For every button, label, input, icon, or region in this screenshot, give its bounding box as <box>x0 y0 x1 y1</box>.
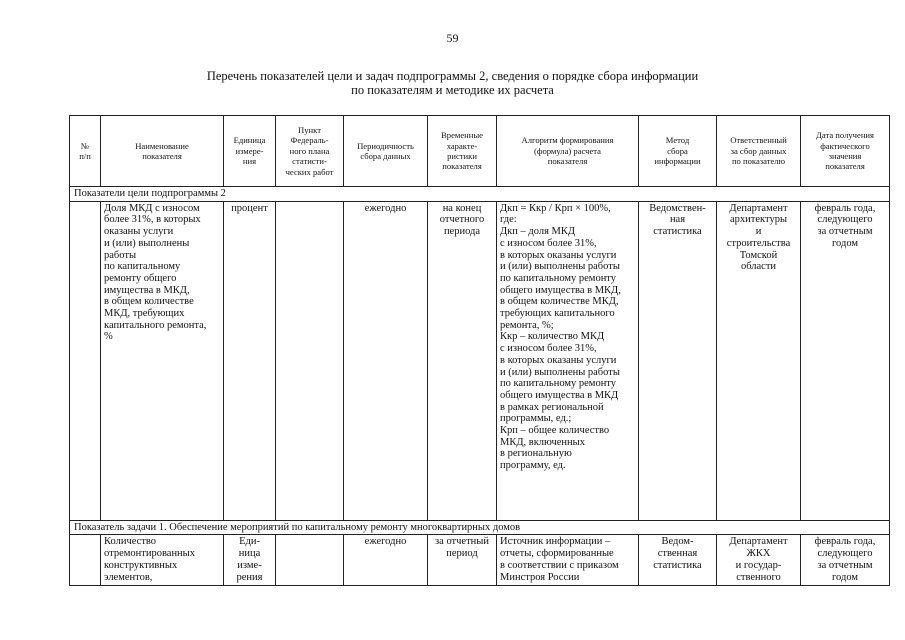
cell-number <box>70 535 101 586</box>
header-responsible: Ответственный за сбор данных по показателю <box>717 116 801 187</box>
cell-indicator-name: Доля МКД с износом более 31%, в которых оказаны услуги и (или) выполнены работы по капитальному ремонту общего имущества в МКД, в общем количестве МКД, требующих капитального ремонта, % <box>101 201 224 520</box>
cell-responsible: Департамент ЖКХ и государ- ственного <box>717 535 801 586</box>
cell-number <box>70 201 101 520</box>
cell-periodicity: ежегодно <box>344 535 428 586</box>
cell-algorithm: Дкп = Ккр / Крп × 100%, где: Дкп – доля МКД с износом более 31%, в которых оказаны услуги и (или) выполнены работы по капитальному ремонту общего имущества в МКД, в общем количестве МКД, требующих капитального ремонта, %; Ккр – количество МКД с износом более 31%, в которых оказаны услуги и (или) выполнены работы по капитальному ремонту общего имущества в МКД в рамках региональной программы, ед.; Крп – общее количество МКД, включенных в региональную программу, ед. <box>497 201 639 520</box>
cell-date-received: февраль года, следующего за отчетным годом <box>801 535 890 586</box>
cell-federal-plan-item <box>276 535 344 586</box>
header-number: № п/п <box>70 116 101 187</box>
section-row <box>70 520 890 535</box>
section-title-task1: Показатель задачи 1. Обеспечение мероприятий по капитальному ремонту многоквартирных домов <box>70 520 890 535</box>
header-periodicity: Периодичность сбора данных <box>344 116 428 187</box>
cell-federal-plan-item <box>276 201 344 520</box>
header-date-received: Дата получения фактического значения показателя <box>801 116 890 187</box>
cell-time-characteristics: за отчетный период <box>428 535 497 586</box>
header-unit: Единица измере- ния <box>224 116 276 187</box>
table-row <box>70 535 890 586</box>
header-collection-method: Метод сбора информации <box>639 116 717 187</box>
cell-unit: Еди- ница изме- рения <box>224 535 276 586</box>
header-row <box>70 116 890 187</box>
cell-collection-method: Ведомствен- ная статистика <box>639 201 717 520</box>
header-time-characteristics: Временные характе- ристики показателя <box>428 116 497 187</box>
cell-periodicity: ежегодно <box>344 201 428 520</box>
cell-responsible: Департамент архитектуры и строительства Томской области <box>717 201 801 520</box>
page-number: 59 <box>446 31 459 45</box>
cell-collection-method: Ведом- ственная статистика <box>639 535 717 586</box>
cell-date-received: февраль года, следующего за отчетным годом <box>801 201 890 520</box>
cell-time-characteristics: на конец отчетного периода <box>428 201 497 520</box>
indicators-table <box>69 115 890 586</box>
header-federal-plan-item: Пункт Федераль- ного плана статисти- ческих работ <box>276 116 344 187</box>
section-row <box>70 187 890 202</box>
title-line-1: Перечень показателей цели и задач подпрограммы 2, сведения о порядке сбора информации <box>206 69 699 83</box>
table-row <box>70 201 890 520</box>
cell-unit: процент <box>224 201 276 520</box>
document-title <box>0 69 905 97</box>
section-title-goal: Показатели цели подпрограммы 2 <box>70 187 890 202</box>
header-indicator-name: Наименование показателя <box>101 116 224 187</box>
cell-indicator-name: Количество отремонтированных конструктивных элементов, <box>101 535 224 586</box>
cell-algorithm: Источник информации – отчеты, сформированные в соответствии с приказом Минстроя России <box>497 535 639 586</box>
title-line-2: по показателям и методике их расчета <box>351 83 554 97</box>
header-algorithm: Алгоритм формирования (формула) расчета показателя <box>497 116 639 187</box>
